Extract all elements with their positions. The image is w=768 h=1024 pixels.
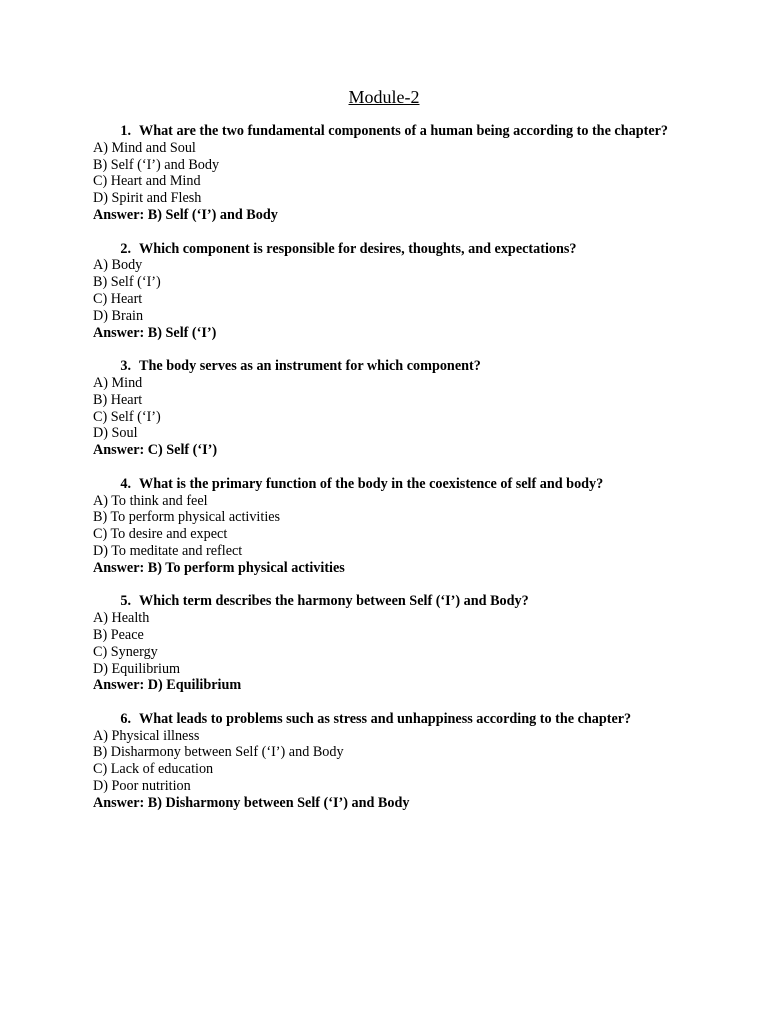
question-heading	[93, 358, 673, 375]
answer-option: D) Spirit and Flesh	[93, 190, 202, 207]
question-number: 4.	[120, 475, 131, 492]
question-number: 6.	[120, 710, 131, 727]
question-number: 1.	[120, 123, 131, 139]
correct-answer: Answer: B) Self (‘I’) and Body	[93, 206, 278, 223]
question-block	[93, 711, 673, 812]
question-number: 2.	[120, 240, 131, 257]
answer-option: A) Health	[93, 610, 150, 627]
question-text: What leads to problems such as stress and unhappiness according to the chapter?	[139, 710, 632, 727]
question-heading	[93, 241, 673, 258]
correct-answer: Answer: D) Equilibrium	[93, 677, 242, 694]
question-text: Which term describes the harmony between Self (‘I’) and Body?	[139, 593, 529, 610]
answer-option: A) Physical illness	[93, 727, 200, 744]
answer-option: A) Body	[93, 257, 143, 274]
answer-option: C) To desire and expect	[93, 526, 228, 543]
question-heading	[93, 123, 673, 140]
question-block	[93, 241, 673, 342]
question-number: 5.	[120, 593, 131, 610]
answer-option: C) Self (‘I’)	[93, 408, 161, 425]
correct-answer: Answer: B) Disharmony between Self (‘I’) and Body	[93, 794, 410, 811]
question-block	[93, 123, 673, 224]
answer-option: D) To meditate and reflect	[93, 542, 243, 559]
answer-option: A) Mind	[93, 374, 143, 391]
answer-option: A) Mind and Soul	[93, 139, 196, 156]
answer-option: C) Heart	[93, 290, 143, 307]
answer-option: B) Disharmony between Self (‘I’) and Body	[93, 744, 344, 761]
answer-option: D) Equilibrium	[93, 660, 181, 677]
correct-answer: Answer: B) To perform physical activities	[93, 559, 345, 576]
question-text: What is the primary function of the body in the coexistence of self and body?	[139, 475, 604, 492]
answer-option: B) Heart	[93, 391, 143, 408]
answer-option: B) To perform physical activities	[93, 509, 281, 526]
question-heading	[93, 476, 673, 493]
question-text: What are the two fundamental components of a human being according to the chapter?	[139, 123, 669, 139]
correct-answer: Answer: B) Self (‘I’)	[93, 324, 217, 341]
question-block	[93, 593, 673, 694]
answer-option: B) Peace	[93, 626, 144, 643]
question-text: Which component is responsible for desires, thoughts, and expectations?	[139, 240, 577, 257]
question-number: 3.	[120, 358, 131, 375]
answer-option: D) Soul	[93, 425, 138, 442]
page-title: Module-2	[348, 87, 420, 107]
question-heading	[93, 593, 673, 610]
answer-option: D) Poor nutrition	[93, 778, 191, 795]
question-block	[93, 476, 673, 577]
question-text: The body serves as an instrument for which component?	[139, 358, 481, 375]
answer-option: C) Lack of education	[93, 761, 214, 778]
answer-option: B) Self (‘I’) and Body	[93, 156, 220, 173]
question-block	[93, 358, 673, 459]
question-heading	[93, 711, 673, 728]
answer-option: C) Heart and Mind	[93, 173, 201, 190]
answer-option: A) To think and feel	[93, 492, 208, 509]
correct-answer: Answer: C) Self (‘I’)	[93, 442, 218, 459]
answer-option: C) Synergy	[93, 643, 158, 660]
question-list	[93, 123, 673, 828]
answer-option: D) Brain	[93, 307, 144, 324]
answer-option: B) Self (‘I’)	[93, 274, 161, 291]
